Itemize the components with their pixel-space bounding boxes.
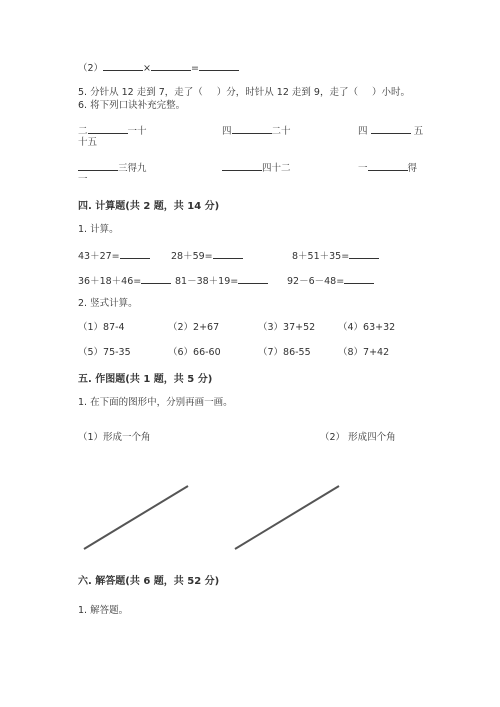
question-5: 5. 分针从 12 走到 7，走了（ ）分，时针从 12 走到 9，走了（ ）小时。 [78, 87, 410, 98]
line-segment-1 [84, 486, 188, 549]
rhyme-2a: 三得九 [78, 161, 147, 175]
section-6-title: 六. 解答题(共 6 题，共 52 分) [78, 576, 220, 587]
vertical-calc-item: （6）66-60 [168, 347, 221, 358]
calc-item: 28＋59= [171, 249, 243, 263]
calc-question-1: 1. 计算。 [78, 224, 119, 235]
rhyme-2-wrap: 一 [78, 174, 88, 185]
vertical-calc-item: （2）2+67 [168, 322, 220, 333]
vertical-calc-item: （7）86-55 [258, 347, 311, 358]
section-5-title: 五. 作图题(共 1 题，共 5 分) [78, 374, 213, 385]
calc-item: 8＋51＋35= [292, 249, 379, 263]
calc-item: 43＋27= [78, 249, 150, 263]
vertical-calc-item: （1）87-4 [78, 322, 125, 333]
rhyme-1b: 四 二十 [222, 126, 291, 137]
drawing-part-1: （1）形成一个角 [78, 432, 151, 443]
calc-item: 36＋18＋46= [78, 274, 171, 288]
rhyme-2c: 一 得 [358, 163, 418, 174]
rhyme-1-wrap: 十五 [78, 137, 98, 148]
vertical-calc-item: （3）37+52 [258, 322, 316, 333]
calc-item: 92－6－48= [287, 274, 374, 288]
multiply-blank-line: （2） × = [78, 61, 239, 75]
rhyme-1c: 四 五 [358, 126, 424, 137]
answer-question-1: 1. 解答题。 [78, 605, 129, 616]
vertical-calc-item: （8）7+42 [338, 347, 390, 358]
calc-question-2: 2. 竖式计算。 [78, 298, 138, 309]
vertical-calc-item: （5）75-35 [78, 347, 131, 358]
drawing-part-2: （2） 形成四个角 [320, 432, 396, 443]
rhyme-2b: 四十二 [222, 161, 291, 175]
calc-item: 81－38＋19= [175, 274, 268, 288]
drawing-question-1: 1. 在下面的图形中，分别再画一画。 [78, 397, 233, 408]
section-4-title: 四. 计算题(共 2 题，共 14 分) [78, 201, 220, 212]
line-segment-2 [235, 486, 339, 549]
vertical-calc-item: （4）63+32 [338, 322, 396, 333]
rhyme-1a: 二 一十 [78, 126, 147, 137]
question-6: 6. 将下列口诀补充完整。 [78, 100, 186, 111]
